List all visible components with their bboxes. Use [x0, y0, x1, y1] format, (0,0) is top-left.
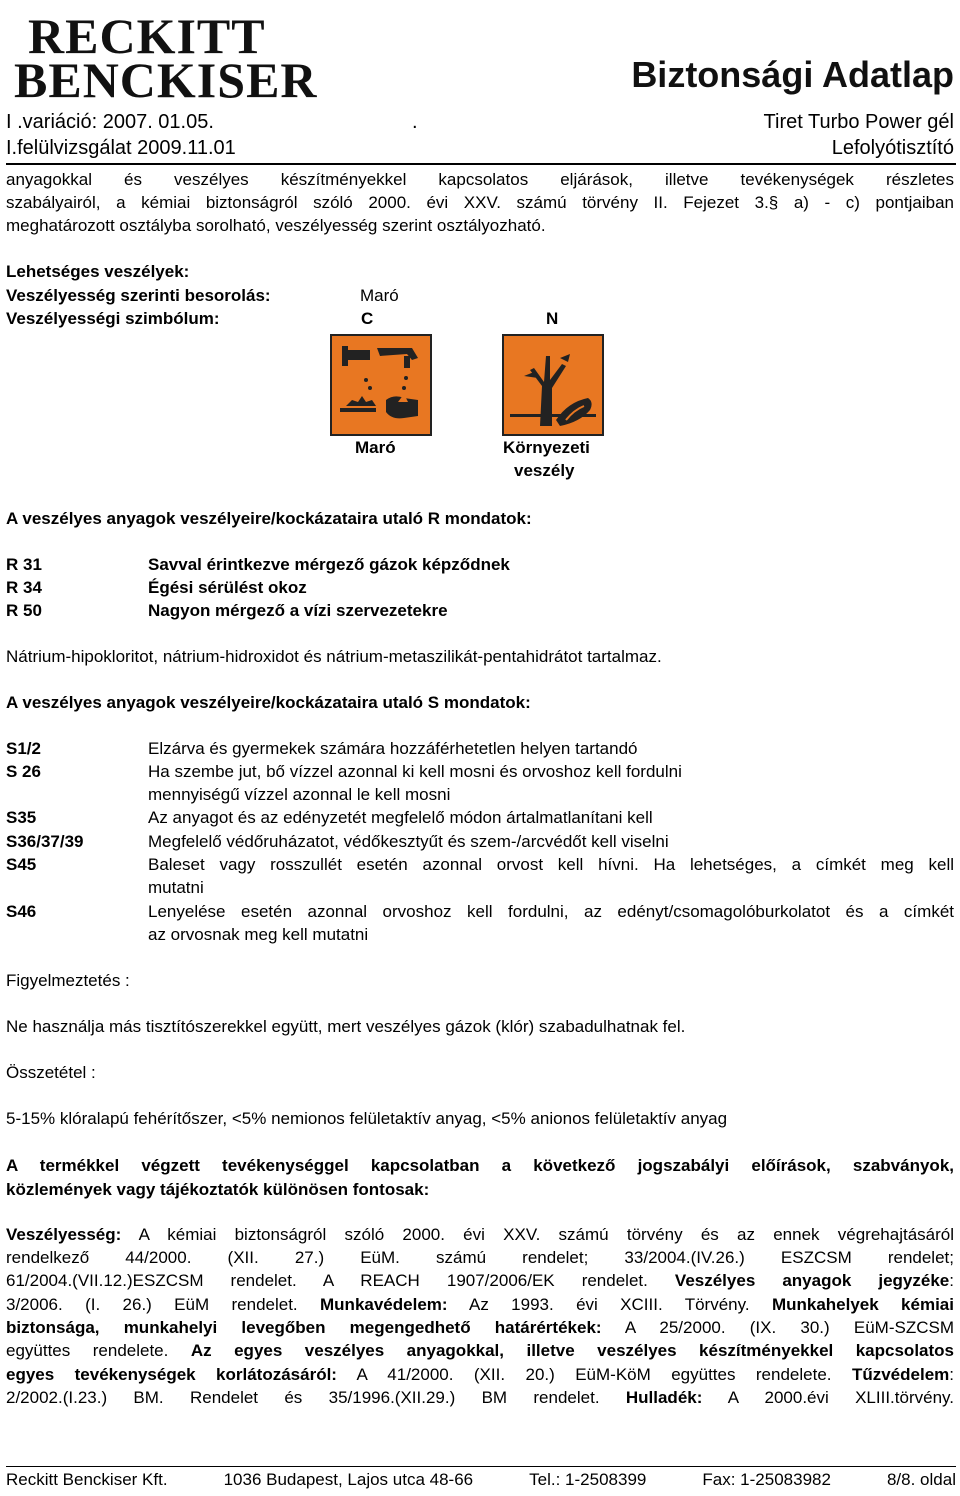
variation-date: I .variáció: 2007. 01.05.: [6, 111, 214, 133]
footer-address: 1036 Budapest, Lajos utca 48-66: [223, 1470, 474, 1489]
reg-bold: Munkahelyek kémiai: [771, 1295, 954, 1314]
regulation-line: [6, 1271, 954, 1291]
regulations-heading-line2: közlemények vagy tájékoztatók különösen fontosak:: [6, 1180, 430, 1199]
r-text: Nagyon mérgező a vízi szervezetekre: [148, 601, 448, 620]
r-code: R 31: [6, 555, 42, 574]
product-type: Lefolyótisztító: [831, 137, 954, 159]
reg-text: A kémiai biztonságról szóló 2000. évi XXV. számú törvény és az ennek végrehajtásáról: [121, 1225, 954, 1244]
s-code: S46: [6, 902, 37, 921]
s-text: az orvosnak meg kell mutatni: [148, 925, 369, 944]
reg-text: A 41/2000. (XII. 20.) EüM-KöM együttes rendelete.: [336, 1365, 852, 1384]
environment-hazard-icon: [502, 334, 604, 436]
reg-text: A 2000.évi XLIII.törvény.: [702, 1388, 954, 1407]
r-phrases-heading: A veszélyes anyagok veszélyeire/kockázataira utaló R mondatok:: [6, 509, 532, 528]
s-phrases-heading: A veszélyes anyagok veszélyeire/kockázataira utaló S mondatok:: [6, 693, 531, 712]
reg-bold: Munkavédelem:: [320, 1295, 448, 1314]
reg-bold: Hulladék:: [625, 1388, 703, 1407]
s-code: S36/37/39: [6, 832, 84, 851]
footer-tel: Tel.: 1-2508399: [529, 1470, 647, 1489]
footer-divider: [6, 1466, 956, 1467]
r-text: Savval érintkezve mérgező gázok képződnek: [148, 555, 510, 574]
reg-text: 61/2004.(VII.12.)ESZCSM rendelet. A REACH 1907/2006/EK rendelet.: [6, 1271, 675, 1290]
contains-text: Nátrium-hipokloritot, nátrium-hidroxidot és nátrium-metaszilikát-pentahidrátot tartalmaz.: [6, 647, 662, 666]
symbol-code-c: C: [361, 309, 374, 328]
company-logo: [14, 8, 318, 108]
s-text: Az anyagot és az edényzetét megfelelő módon ártalmatlanítani kell: [148, 808, 653, 827]
footer-page: 8/8. oldal: [886, 1470, 956, 1489]
classification-label: Veszélyesség szerinti besorolás:: [6, 286, 271, 305]
s-text: Elzárva és gyermekek számára hozzáférhetetlen helyen tartandó: [148, 739, 638, 758]
regulation-line: [6, 1388, 954, 1408]
footer-fax: Fax: 1-25083982: [702, 1470, 831, 1489]
symbol-code-n: N: [546, 309, 559, 328]
reg-text: együttes rendelete.: [6, 1341, 191, 1360]
classification-value: Maró: [360, 286, 399, 305]
footer: [6, 1470, 956, 1490]
symbol-label: Veszélyességi szimbólum:: [6, 309, 220, 328]
s-text: Baleset vagy rosszullét esetén azonnal orvost kell hívni. Ha lehetséges, a címkét meg kell: [148, 855, 954, 874]
regulation-line: [6, 1318, 954, 1338]
reg-bold: Veszélyesség:: [6, 1225, 122, 1244]
review-date: I.felülvizsgálat 2009.11.01: [6, 137, 236, 159]
logo-line-2: BENCKISER: [14, 52, 318, 108]
regulation-line: [6, 1365, 954, 1385]
logo-line-1: RECKITT: [28, 8, 266, 64]
regulation-line: [6, 1225, 954, 1245]
s-text: mennyiségű vízzel azonnal le kell mosni: [148, 785, 451, 804]
regulation-line: [6, 1248, 954, 1268]
s-text: mutatni: [148, 878, 204, 897]
intro-line-3: meghatározott osztályba sorolható, veszélyesség szerint osztályozható.: [6, 216, 546, 235]
r-code: R 34: [6, 578, 42, 597]
composition-heading: Összetétel :: [6, 1063, 96, 1082]
reg-bold: biztonsága, munkahelyi levegőben megengedhető határértékek:: [6, 1318, 602, 1337]
hazards-heading: Lehetséges veszélyek:: [6, 262, 190, 281]
header-divider: [6, 163, 956, 165]
s-text: Ha szembe jut, bő vízzel azonnal ki kell mosni és orvoshoz kell fordulni: [148, 762, 682, 781]
footer-company: Reckitt Benckiser Kft.: [6, 1470, 168, 1489]
reg-text: :: [949, 1271, 954, 1290]
reg-text: :: [949, 1365, 954, 1384]
reg-text: Az 1993. évi XCIII. Törvény.: [447, 1295, 772, 1314]
reg-bold: Veszélyes anyagok jegyzéke: [674, 1271, 950, 1290]
caption-environment-line2: veszély: [514, 461, 575, 480]
regulation-line: [6, 1295, 954, 1315]
reg-bold: Az egyes veszélyes anyagokkal, illetve veszélyes készítményekkel kapcsolatos: [190, 1341, 954, 1360]
r-code: R 50: [6, 601, 42, 620]
regulations-heading-line1: A termékkel végzett tevékenységgel kapcsolatban a következő jogszabályi előírások, szabványok,: [6, 1156, 954, 1175]
intro-line-1: anyagokkal és veszélyes készítményekkel kapcsolatos eljárások, illetve tevékenységek részletes: [6, 170, 954, 189]
s-code: S45: [6, 855, 37, 874]
s-text: Megfelelő védőruházatot, védőkesztyűt és szem-/arcvédőt kell viselni: [148, 832, 669, 851]
reg-text: 2/2002.(I.23.) BM. Rendelet és 35/1996.(XII.29.) BM rendelet.: [6, 1388, 626, 1407]
warning-text: Ne használja más tisztítószerekkel együtt, mert veszélyes gázok (klór) szabadulhatnak fel.: [6, 1017, 686, 1036]
s-code: S1/2: [6, 739, 41, 758]
header-dot: .: [412, 111, 418, 133]
s-text: Lenyelése esetén azonnal orvoshoz kell fordulni, az edényt/csomagolóburkolatot és a címkét: [148, 902, 954, 921]
reg-bold: Tűzvédelem: [851, 1365, 950, 1384]
reg-bold: egyes tevékenységek korlátozásáról:: [6, 1365, 337, 1384]
product-name: Tiret Turbo Power gél: [763, 111, 954, 133]
s-code: S35: [6, 808, 37, 827]
caption-corrosive: Maró: [355, 438, 396, 457]
document-title: Biztonsági Adatlap: [631, 54, 954, 95]
caption-environment-line1: Környezeti: [503, 438, 590, 457]
warning-heading: Figyelmeztetés :: [6, 971, 130, 990]
reg-text: A 25/2000. (IX. 30.) EüM-SZCSM: [601, 1318, 954, 1337]
corrosive-hazard-icon: [330, 334, 432, 436]
intro-line-2: szabályairól, a kémiai biztonságról szóló 2000. évi XXV. számú törvény II. Fejezet 3.§ a) - c) pontjaiban: [6, 193, 954, 212]
composition-text: 5-15% klóralapú fehérítőszer, <5% nemionos felületaktív anyag, <5% anionos felületaktív anyag: [6, 1109, 728, 1128]
regulation-line: [6, 1341, 954, 1361]
reg-text: 3/2006. (I. 26.) EüM rendelet.: [6, 1295, 321, 1314]
s-code: S 26: [6, 762, 41, 781]
r-text: Égési sérülést okoz: [148, 578, 307, 597]
reg-text: rendelkező 44/2000. (XII. 27.) EüM. számú rendelet; 33/2004.(IV.26.) ESZCSM rendelet;: [6, 1248, 954, 1267]
